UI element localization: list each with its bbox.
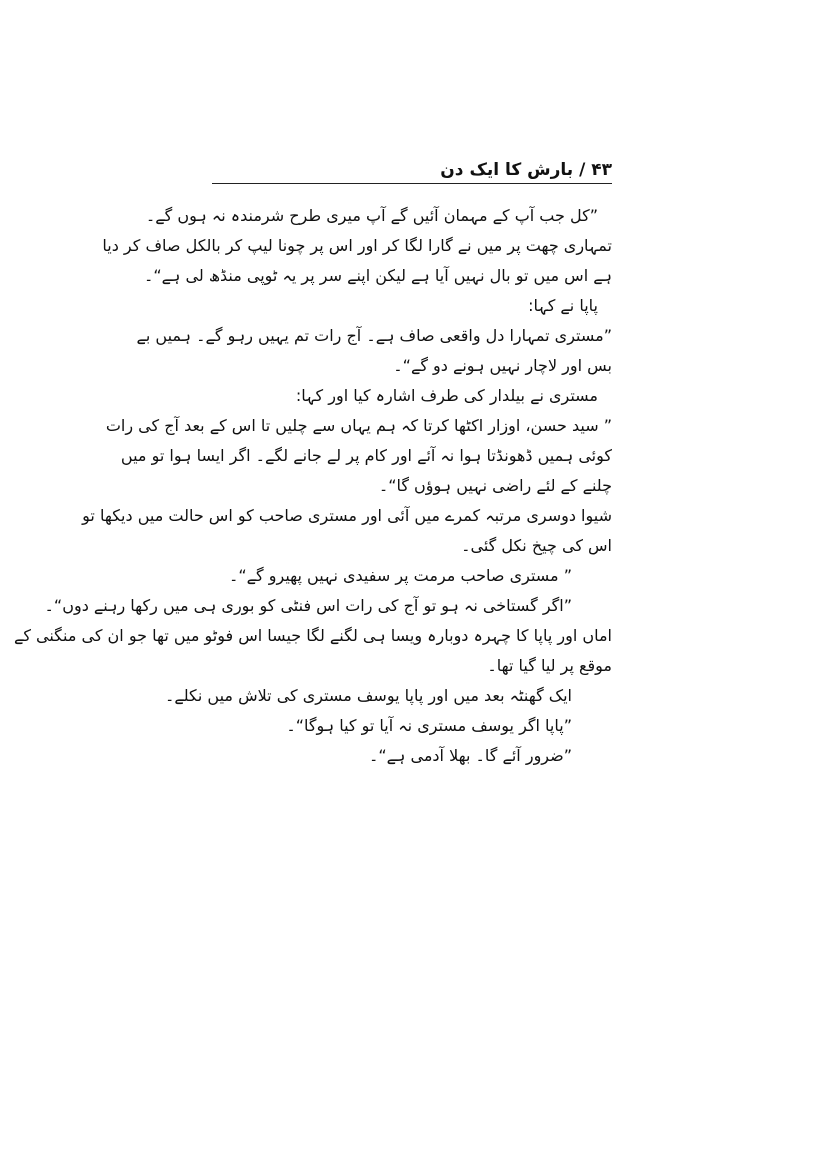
text-line: ”مستری تمہارا دل واقعی صاف ہے۔ آج رات تم یہیں رہو گے۔ ہمیں بے: [136, 326, 612, 345]
text-line: تمہاری چھت پر میں نے گارا لگا کر اور اس پر چونا لیپ کر بالکل صاف کر دیا: [102, 236, 612, 255]
text-line: ” مستری صاحب مرمت پر سفیدی نہیں پھیرو گے“۔: [229, 566, 572, 585]
text-line: شیوا دوسری مرتبہ کمرے میں آئی اور مستری صاحب کو اس حالت میں دیکھا تو: [82, 506, 612, 525]
text-line: ایک گھنٹہ بعد میں اور پاپا یوسف مستری کی تلاش میں نکلے۔: [165, 686, 572, 705]
text-line: مستری نے بیلدار کی طرف اشارہ کیا اور کہا:: [295, 386, 598, 405]
running-header: [212, 160, 612, 182]
text-line: موقع پر لیا گیا تھا۔: [487, 656, 612, 675]
text-line: چلنے کے لئے راضی نہیں ہوؤں گا“۔: [378, 476, 612, 495]
text-line: ” سید حسن، اوزار اکٹھا کرتا کہ ہم یہاں سے چلیں تا اس کے بعد آج کی رات: [105, 416, 612, 435]
text-line: کوئی ہمیں ڈھونڈتا ہوا نہ آئے اور کام پر لے جانے لگے۔ اگر ایسا ہوا تو میں: [120, 446, 612, 465]
text-line: ”اگر گستاخی نہ ہو تو آج کی رات اس فنٹی کو بوری ہی میں رکھا رہنے دوں“۔: [44, 596, 572, 615]
text-line: ”ضرور آئے گا۔ بھلا آدمی ہے“۔: [369, 746, 572, 765]
text-line: ہے اس میں تو بال نہیں آیا ہے لیکن اپنے سر پر یہ ٹوپی منڈھ لی ہے“۔: [144, 266, 612, 285]
text-line: بس اور لاچار نہیں ہونے دو گے“۔: [393, 356, 612, 375]
text-line: اس کی چیخ نکل گئی۔: [461, 536, 612, 555]
header-rule: [212, 183, 612, 184]
page-number-and-title: ۴۳ / بارش کا ایک دن: [440, 160, 612, 180]
text-line: ”کل جب آپ کے مہمان آئیں گے آپ میری طرح شرمندہ نہ ہوں گے۔: [145, 206, 598, 225]
text-line: پاپا نے کہا:: [528, 296, 598, 315]
text-line: اماں اور پاپا کا چہرہ دوبارہ ویسا ہی لگنے لگا جیسا اس فوٹو میں تھا جو ان کی منگنی کے: [13, 626, 612, 645]
text-line: ”پاپا اگر یوسف مستری نہ آیا تو کیا ہوگا“۔: [286, 716, 572, 735]
